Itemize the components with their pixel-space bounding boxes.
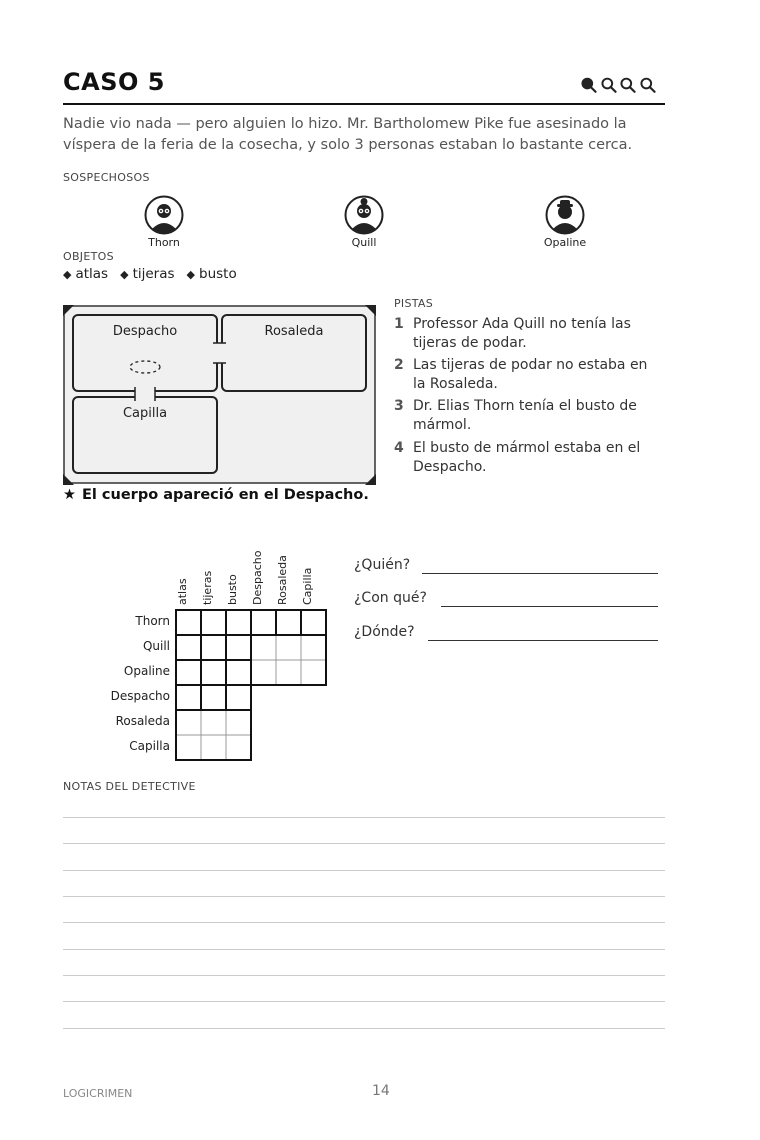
clue-item: 3 Dr. Elias Thorn tenía el busto de mármol. — [394, 398, 637, 433]
object-item: ◆ busto — [186, 266, 237, 282]
person-bun-icon — [344, 195, 384, 235]
magnifier-icon — [639, 76, 657, 94]
grid-row-header: Opaline — [123, 664, 170, 678]
objects-list — [63, 266, 237, 282]
objects-label: OBJETOS — [63, 250, 114, 263]
note-line[interactable] — [63, 843, 665, 844]
grid-row-header: Capilla — [129, 739, 170, 753]
logic-grid[interactable] — [175, 609, 329, 763]
suspect-opaline — [525, 195, 605, 249]
grid-row-header: Thorn — [135, 614, 170, 628]
magnifier-icon — [600, 76, 618, 94]
magnifier-icon — [619, 76, 637, 94]
clues-label: PISTAS — [394, 297, 434, 310]
grid-col-header: tijeras — [201, 570, 214, 605]
object-item: ◆ atlas — [63, 266, 109, 282]
diamond-icon: ◆ — [186, 267, 195, 281]
suspect-name: Quill — [351, 236, 377, 249]
diamond-icon: ◆ — [63, 267, 72, 281]
case-title: CASO 5 — [63, 68, 165, 96]
note-line[interactable] — [63, 896, 665, 897]
diamond-icon: ◆ — [120, 267, 129, 281]
footer-brand: LOGICRIMEN — [63, 1087, 133, 1100]
note-line[interactable] — [63, 975, 665, 976]
note-line[interactable] — [63, 1001, 665, 1002]
star-icon: ★ — [63, 487, 76, 503]
person-glasses-icon — [144, 195, 184, 235]
clue-item: 2 Las tijeras de podar no estaba en la Rosaleda. — [394, 357, 648, 392]
question-who: ¿Quién? — [354, 557, 411, 573]
grid-row-header: Despacho — [110, 689, 170, 703]
magnifier-icon — [580, 76, 598, 94]
note-line[interactable] — [63, 949, 665, 950]
title-rule — [63, 103, 665, 105]
suspects-label: SOSPECHOSOS — [63, 171, 150, 184]
room-label: Rosaleda — [264, 324, 324, 339]
grid-col-header: Despacho — [251, 550, 264, 605]
note-line[interactable] — [63, 1028, 665, 1029]
clue-item: 4 El busto de mármol estaba en el Despacho. — [394, 440, 641, 475]
suspect-quill — [324, 195, 404, 249]
suspect-thorn — [124, 195, 204, 249]
grid-col-header: busto — [226, 574, 239, 605]
suspect-name: Thorn — [148, 236, 180, 249]
clue-item: 1 Professor Ada Quill no tenía las tijeras de podar. — [394, 316, 631, 351]
note-line[interactable] — [63, 817, 665, 818]
difficulty-rating — [580, 76, 656, 96]
question-with-what: ¿Con qué? — [354, 590, 427, 606]
note-line[interactable] — [63, 870, 665, 871]
floor-map — [63, 305, 376, 485]
answer-line-where[interactable] — [428, 640, 658, 641]
body-found-text: El cuerpo apareció en el Despacho. — [82, 487, 369, 503]
answer-line-with-what[interactable] — [441, 606, 658, 607]
grid-col-header: atlas — [176, 578, 189, 605]
door — [135, 387, 155, 401]
room-label: Despacho — [112, 324, 178, 339]
case-intro: Nadie vio nada — pero alguien lo hizo. Mr. Bartholomew Pike fue asesinado la víspera de la feria de la cosecha, y solo 3 personas estaban lo bastante cerca. — [63, 116, 633, 153]
door — [213, 343, 226, 363]
room-label: Capilla — [122, 406, 168, 421]
question-where: ¿Dónde? — [354, 624, 415, 640]
grid-col-header: Capilla — [301, 567, 314, 605]
person-hat-icon — [545, 195, 585, 235]
object-item: ◆ tijeras — [120, 266, 175, 282]
grid-col-header: Rosaleda — [276, 555, 289, 605]
note-line[interactable] — [63, 922, 665, 923]
grid-row-header: Rosaleda — [115, 714, 170, 728]
answer-line-who[interactable] — [422, 573, 658, 574]
page-number: 14 — [372, 1083, 390, 1099]
notes-label: NOTAS DEL DETECTIVE — [63, 780, 196, 793]
body-found-note — [63, 487, 369, 503]
suspect-name: Opaline — [543, 236, 587, 249]
grid-row-header: Quill — [142, 639, 170, 653]
